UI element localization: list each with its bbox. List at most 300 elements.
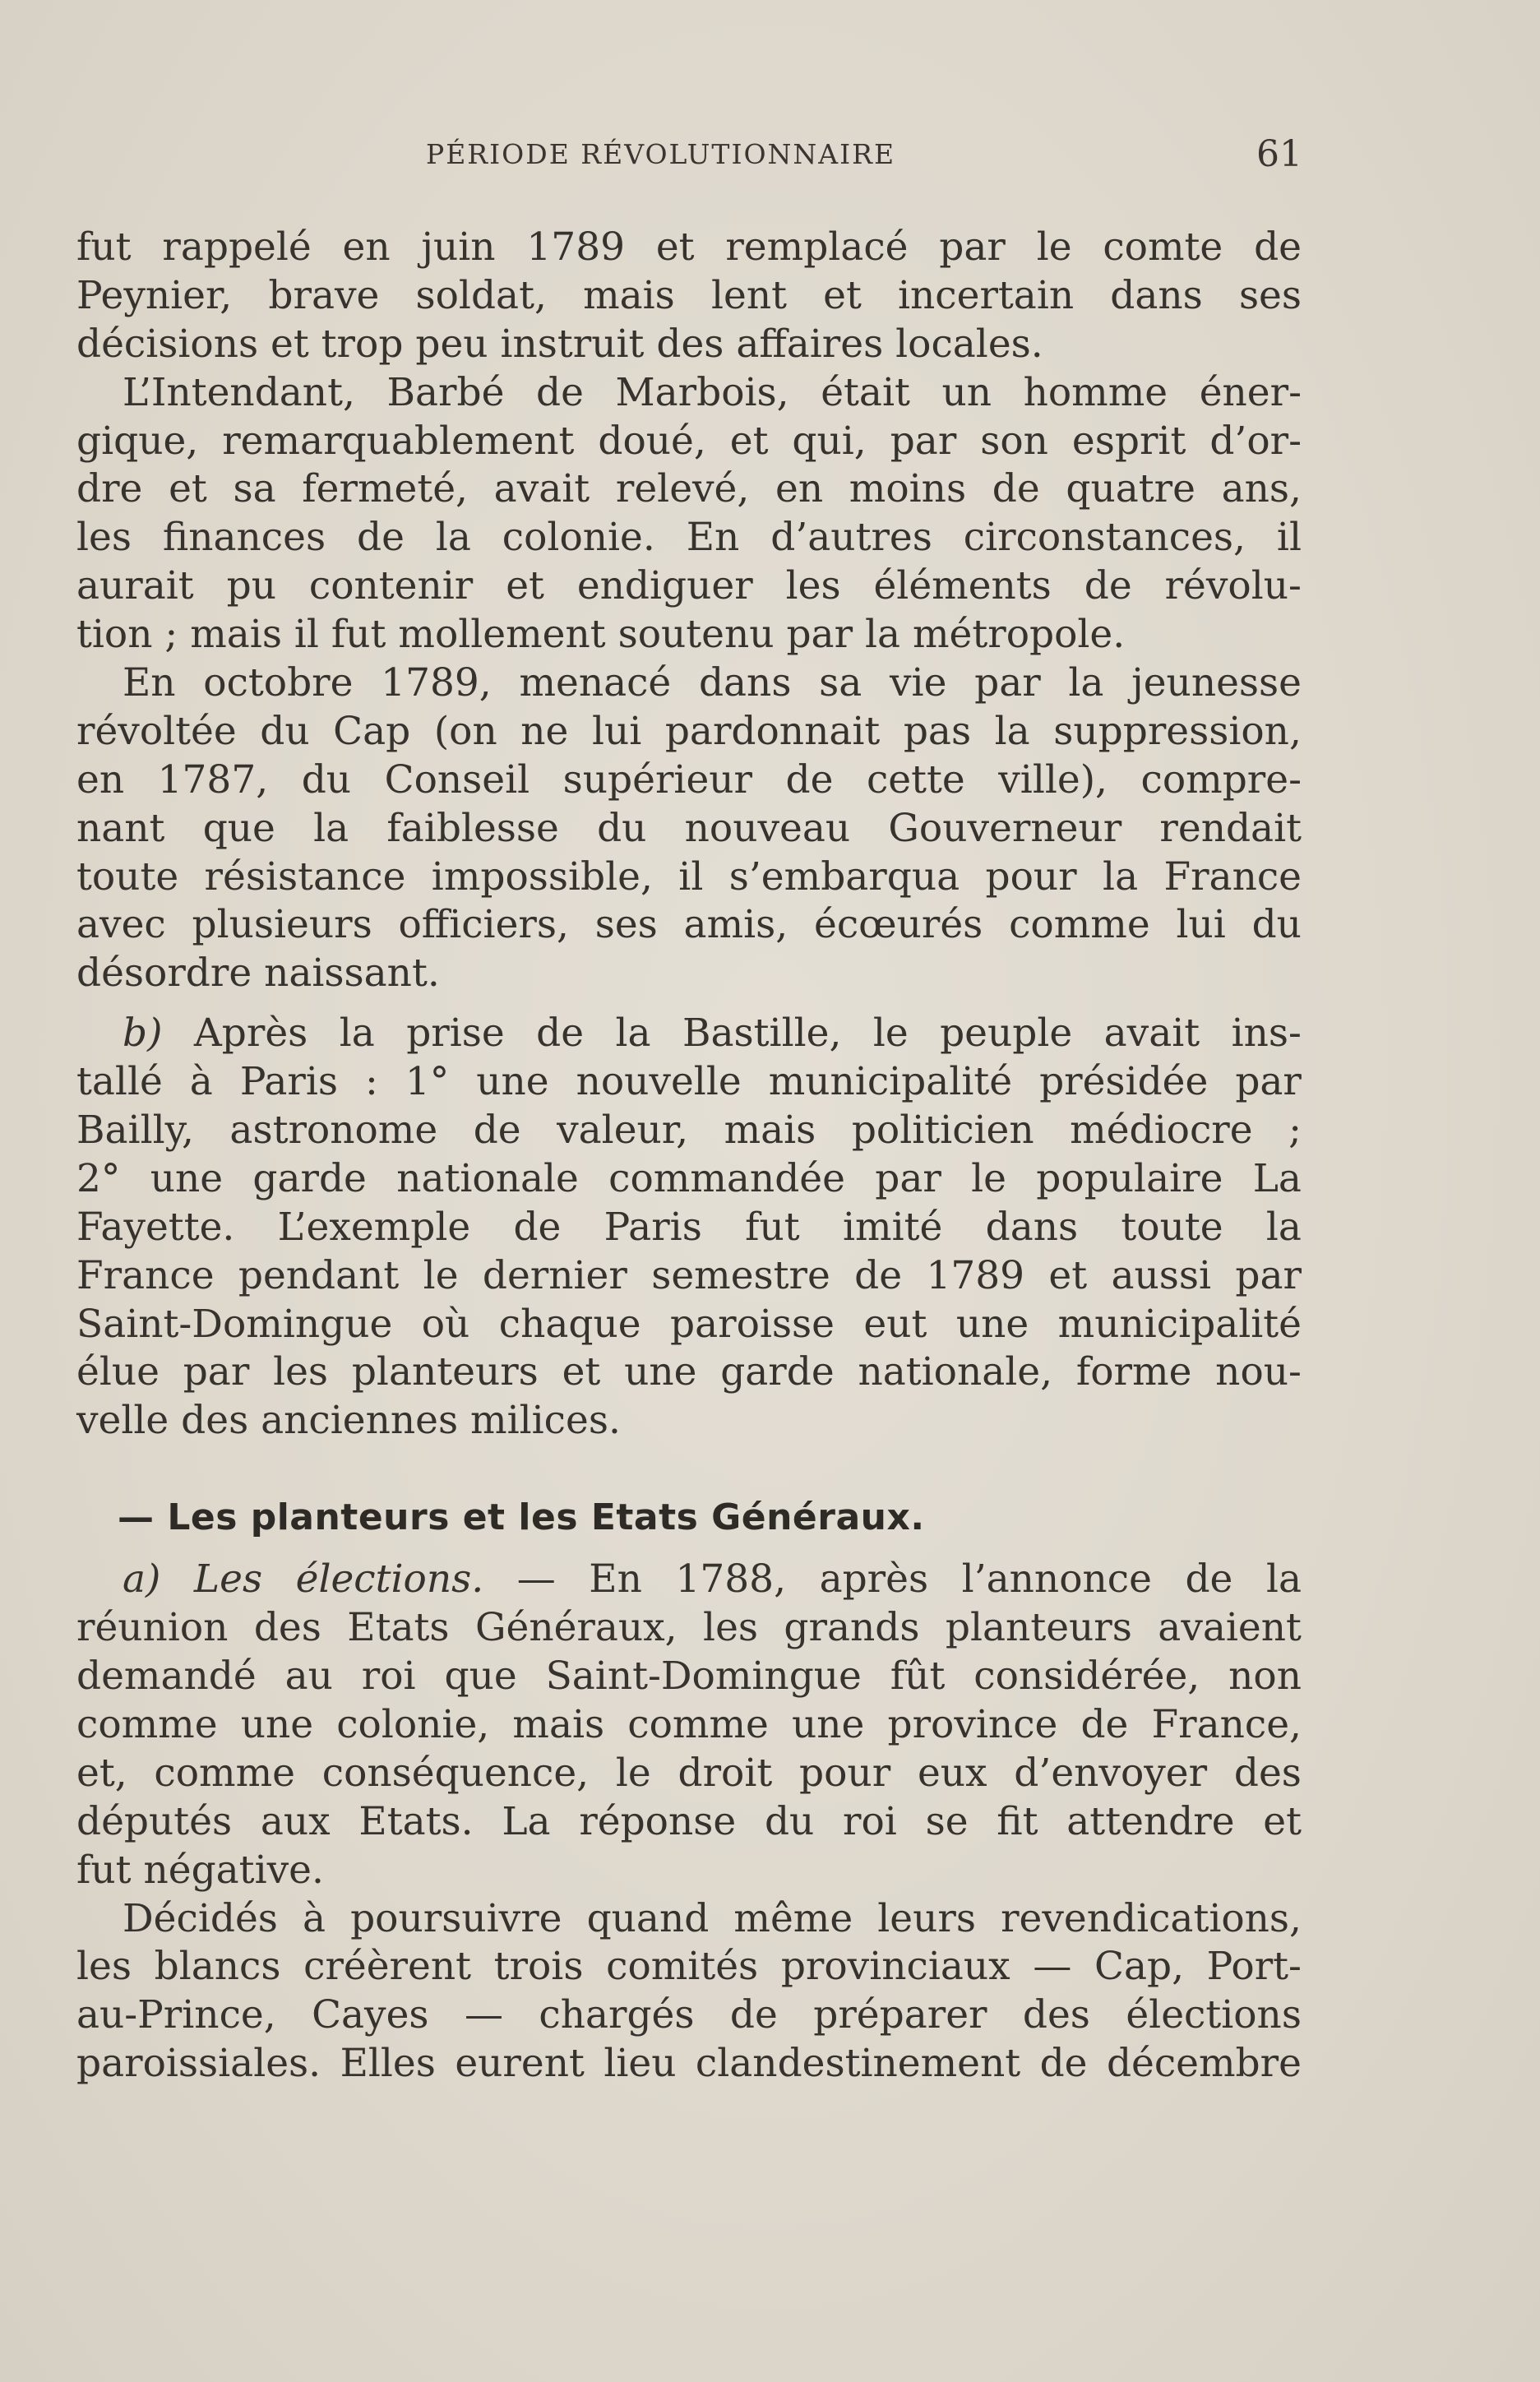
word: moins: [849, 466, 967, 512]
word: pu: [226, 563, 276, 609]
word: Saint-Domingue: [76, 1301, 393, 1347]
word: paroisse: [670, 1301, 835, 1347]
word: résistance: [204, 853, 406, 900]
word: la: [1265, 1556, 1302, 1603]
text-line: [76, 1604, 1302, 1653]
word: Etats.: [358, 1798, 474, 1844]
word: pas: [903, 708, 972, 754]
text-line: [76, 853, 1302, 902]
word: une: [791, 1701, 865, 1747]
word: un: [941, 369, 992, 415]
word: Cap,: [1094, 1944, 1185, 1990]
word: imité: [842, 1204, 943, 1250]
word: homme: [1023, 369, 1168, 415]
word: présidée: [1039, 1059, 1209, 1105]
word: décembre: [1106, 2041, 1302, 2087]
word: L’Intendant,: [123, 369, 355, 415]
word: députés: [76, 1798, 233, 1844]
word: du: [301, 756, 352, 802]
word: forme: [1075, 1349, 1192, 1395]
word: En: [589, 1556, 642, 1603]
word: quatre: [1066, 466, 1195, 512]
word: provinciaux: [780, 1944, 1010, 1990]
word: élections: [1126, 1992, 1302, 2038]
page-body: [76, 224, 1302, 2088]
word: à: [302, 1895, 326, 1941]
word: comme: [154, 1750, 295, 1796]
word: menacé: [519, 660, 672, 706]
word: non: [1228, 1654, 1302, 1700]
word: créèrent: [303, 1944, 471, 1990]
word: du: [597, 805, 647, 851]
word: France,: [1151, 1701, 1302, 1747]
word: commandée: [608, 1155, 845, 1201]
word: amis,: [683, 902, 788, 948]
word: colonie,: [336, 1701, 490, 1747]
word: chargés: [539, 1992, 695, 2038]
word: Décidés: [123, 1895, 278, 1941]
word: le: [1036, 224, 1072, 270]
word: brave: [268, 272, 380, 318]
word: préparer: [813, 1992, 987, 2038]
word: une: [624, 1349, 697, 1395]
word: soldat,: [415, 272, 547, 318]
word: conséquence,: [321, 1750, 590, 1796]
text-line: [76, 708, 1302, 756]
word: comme: [1009, 902, 1150, 948]
word: 1788,: [675, 1556, 787, 1603]
word: a): [123, 1556, 161, 1603]
word: L’exemple: [277, 1204, 471, 1250]
word: eut: [863, 1301, 927, 1347]
word: les: [76, 1944, 132, 1990]
word: la: [615, 1011, 651, 1057]
word: ne: [520, 708, 569, 754]
word: considérée,: [973, 1654, 1200, 1700]
word: de: [729, 1992, 778, 2038]
word: fut: [745, 1204, 800, 1250]
word: nouvelle: [576, 1059, 742, 1105]
word: révoltée: [76, 708, 237, 754]
text-line: [76, 1301, 1302, 1349]
word: et: [1048, 1252, 1088, 1298]
text-line: désordre naissant.: [76, 950, 440, 997]
word: fut: [76, 224, 132, 270]
word: nou-: [1215, 1349, 1302, 1395]
text-line: [76, 1798, 1302, 1847]
word: peuple: [940, 1011, 1073, 1057]
word: ses: [1238, 272, 1302, 318]
word: il: [678, 853, 704, 900]
word: Paris: [239, 1059, 338, 1105]
word: de: [513, 1204, 562, 1250]
word: se: [925, 1798, 969, 1844]
word: une: [240, 1701, 314, 1747]
word: avait: [1103, 1011, 1200, 1057]
word: garde: [720, 1349, 835, 1395]
word: suppression,: [1053, 708, 1302, 754]
word: par: [875, 1155, 941, 1201]
word: du: [1251, 902, 1302, 948]
word: roi: [361, 1654, 416, 1700]
word: l’annonce: [961, 1556, 1152, 1603]
word: au-Prince,: [76, 1992, 276, 2038]
word: avec: [76, 902, 166, 948]
word: garde: [252, 1155, 367, 1201]
word: Etats: [347, 1605, 450, 1651]
word: la: [1265, 1204, 1302, 1250]
word: officiers,: [398, 902, 569, 948]
text-line: [76, 1750, 1302, 1798]
word: par: [183, 1349, 250, 1395]
word: —: [464, 1992, 503, 2038]
word: en: [775, 466, 824, 512]
word: fit: [997, 1798, 1038, 1844]
word: de: [473, 1108, 521, 1154]
text-line: [76, 1556, 1302, 1604]
word: comités: [606, 1944, 759, 1990]
word: comme: [627, 1701, 769, 1747]
word: Les: [193, 1556, 263, 1603]
word: remplacé: [725, 224, 909, 270]
text-line: [76, 1991, 1302, 2040]
word: d’autres: [770, 515, 932, 561]
word: élue: [76, 1349, 160, 1395]
text-line: [76, 1107, 1302, 1155]
text-line: [76, 465, 1302, 514]
word: le: [423, 1252, 459, 1298]
word: Après: [193, 1011, 308, 1057]
word: du: [260, 708, 310, 754]
word: valeur,: [557, 1108, 689, 1154]
word: avait: [493, 466, 590, 512]
text-line: [76, 1252, 1302, 1301]
word: et: [729, 418, 769, 464]
section-gap: [76, 1445, 1302, 1492]
paragraph-gap: [76, 998, 1302, 1010]
word: aux: [260, 1798, 331, 1844]
word: de: [854, 1252, 903, 1298]
word: esprit: [1071, 418, 1186, 464]
word: chaque: [498, 1301, 641, 1347]
text-line: [76, 1010, 1302, 1058]
word: eurent: [455, 2041, 585, 2087]
word: fermeté,: [302, 466, 468, 512]
word: contenir: [308, 563, 474, 609]
word: b): [123, 1011, 163, 1057]
word: pour: [799, 1750, 891, 1796]
word: par: [1235, 1059, 1302, 1105]
word: astronome: [229, 1108, 438, 1154]
word: Cap: [333, 708, 411, 754]
word: pour: [985, 853, 1077, 900]
word: nationale,: [858, 1349, 1053, 1395]
word: et: [1263, 1798, 1302, 1844]
word: la: [1103, 853, 1139, 900]
text-line: tion ; mais il fut mollement soutenu par la métropole.: [76, 612, 1126, 658]
word: Peynier,: [76, 272, 233, 318]
word: rendait: [1159, 805, 1302, 851]
word: aussi: [1111, 1252, 1212, 1298]
page-header: [426, 133, 1302, 176]
word: Conseil: [384, 756, 530, 802]
word: et: [169, 466, 207, 512]
word: de: [1084, 563, 1132, 609]
word: France: [1163, 853, 1302, 900]
word: ville),: [998, 756, 1108, 802]
word: nant: [76, 805, 165, 851]
word: Marbois,: [615, 369, 789, 415]
word: :: [364, 1059, 378, 1105]
word: des: [1022, 1992, 1090, 2038]
word: Barbé: [386, 369, 505, 415]
word: municipalité: [1057, 1301, 1302, 1347]
text-line: [76, 1058, 1302, 1107]
word: tallé: [76, 1059, 163, 1105]
word: demandé: [76, 1654, 257, 1700]
word: Port-: [1206, 1944, 1302, 1990]
word: Bastille,: [682, 1011, 842, 1057]
word: toute: [76, 853, 179, 900]
running-title: PÉRIODE RÉVOLUTIONNAIRE: [426, 138, 896, 170]
word: au: [284, 1654, 333, 1700]
word: du: [764, 1798, 815, 1844]
word: paroissiales.: [76, 2041, 321, 2087]
word: Généraux,: [474, 1605, 678, 1651]
word: clandestinement: [695, 2041, 1021, 2087]
word: dans: [985, 1204, 1079, 1250]
word: le: [872, 1011, 909, 1057]
text-line: [76, 1348, 1302, 1397]
word: mais: [724, 1108, 816, 1154]
word: remarquablement: [222, 418, 575, 464]
word: roi: [843, 1798, 897, 1844]
section-heading: — Les planteurs et les Etats Généraux.: [118, 1496, 925, 1539]
word: médiocre: [1070, 1108, 1253, 1154]
word: et: [823, 272, 862, 318]
word: compre-: [1140, 756, 1302, 802]
word: pardonnait: [664, 708, 881, 754]
word: droit: [678, 1750, 773, 1796]
word: et: [506, 563, 544, 609]
word: grands: [784, 1605, 920, 1651]
word: impossible,: [431, 853, 653, 900]
word: même: [733, 1895, 853, 1941]
word: populaire: [1036, 1155, 1223, 1201]
text-line: [76, 1204, 1302, 1252]
word: réunion: [76, 1605, 229, 1651]
word: lui: [591, 708, 642, 754]
word: quand: [586, 1895, 710, 1941]
word: écœurés: [814, 902, 983, 948]
word: de: [536, 1011, 585, 1057]
word: par: [1235, 1252, 1302, 1298]
word: jeunesse: [1131, 660, 1302, 706]
text-line: [76, 562, 1302, 611]
word: sa: [819, 660, 862, 706]
word: de: [1039, 2041, 1088, 2087]
word: une: [150, 1155, 224, 1201]
word: province: [887, 1701, 1058, 1747]
word: par: [890, 418, 957, 464]
text-line: [76, 659, 1302, 708]
word: d’or-: [1209, 418, 1302, 464]
word: octobre: [203, 660, 354, 706]
word: plusieurs: [192, 902, 372, 948]
word: doué,: [598, 418, 706, 464]
word: mais: [512, 1701, 605, 1747]
word: de: [1254, 224, 1302, 270]
word: fût: [890, 1654, 946, 1700]
word: et,: [76, 1750, 127, 1796]
word: —: [1033, 1944, 1072, 1990]
word: circonstances,: [963, 515, 1246, 561]
word: comme: [76, 1701, 218, 1747]
word: nationale: [396, 1155, 579, 1201]
word: avaient: [1158, 1605, 1302, 1651]
word: après: [819, 1556, 929, 1603]
word: mais: [583, 272, 675, 318]
word: que: [444, 1654, 517, 1700]
word: dans: [1110, 272, 1203, 318]
text-line: [76, 369, 1302, 418]
word: colonie.: [502, 515, 655, 561]
word: la: [1068, 660, 1104, 706]
word: 1°: [405, 1059, 450, 1105]
word: les: [785, 563, 841, 609]
word: d’envoyer: [1014, 1750, 1208, 1796]
word: de: [992, 466, 1040, 512]
word: en: [342, 224, 391, 270]
word: 2°: [76, 1155, 121, 1201]
word: la: [339, 1011, 375, 1057]
word: En: [686, 515, 740, 561]
word: France: [76, 1252, 215, 1298]
word: La: [502, 1798, 551, 1844]
word: aurait: [76, 563, 194, 609]
word: lent: [710, 272, 787, 318]
paragraph-gap: [76, 1544, 1302, 1556]
word: prise: [406, 1011, 505, 1057]
word: (on: [433, 708, 497, 754]
word: à: [189, 1059, 213, 1105]
text-line: [76, 1701, 1302, 1750]
word: le: [615, 1750, 651, 1796]
word: rappelé: [162, 224, 312, 270]
word: lui: [1176, 902, 1226, 948]
word: vie: [890, 660, 947, 706]
word: son: [980, 418, 1048, 464]
text-line: [76, 272, 1302, 321]
word: eux: [917, 1750, 987, 1796]
word: ses: [594, 902, 658, 948]
word: et: [655, 224, 695, 270]
word: une: [955, 1301, 1029, 1347]
word: politicien: [851, 1108, 1034, 1154]
word: incertain: [898, 272, 1075, 318]
word: municipalité: [768, 1059, 1013, 1105]
text-line: [76, 901, 1302, 950]
word: qui,: [792, 418, 867, 464]
text-line: [76, 418, 1302, 466]
word: comte: [1103, 224, 1223, 270]
word: finances: [162, 515, 326, 561]
word: ans,: [1221, 466, 1302, 512]
word: planteurs: [351, 1349, 539, 1395]
text-line: [76, 514, 1302, 562]
word: nouveau: [684, 805, 851, 851]
word: il: [1276, 515, 1302, 561]
word: pendant: [238, 1252, 400, 1298]
word: une: [476, 1059, 549, 1105]
word: par: [939, 224, 1006, 270]
word: de: [356, 515, 405, 561]
word: était: [821, 369, 910, 415]
word: endiguer: [576, 563, 753, 609]
word: la: [435, 515, 471, 561]
word: trois: [493, 1944, 584, 1990]
word: revendications,: [1001, 1895, 1302, 1941]
word: par: [974, 660, 1041, 706]
word: ins-: [1231, 1011, 1302, 1057]
word: Fayette.: [76, 1204, 235, 1250]
word: Gouverneur: [888, 805, 1122, 851]
word: juin: [421, 224, 496, 270]
word: relevé,: [615, 466, 750, 512]
word: 1787,: [157, 756, 269, 802]
text-line: [76, 1895, 1302, 1944]
word: de: [1185, 1556, 1233, 1603]
word: réponse: [579, 1798, 737, 1844]
text-line: [76, 805, 1302, 853]
word: 1789: [926, 1252, 1025, 1298]
word: de: [1080, 1701, 1129, 1747]
text-line: velle des anciennes milices.: [76, 1398, 621, 1444]
text-line: [76, 2040, 1302, 2088]
word: des: [1233, 1750, 1302, 1796]
text-line: décisions et trop peu instruit des affaires locales.: [76, 321, 1043, 367]
text-line: fut négative.: [76, 1847, 324, 1893]
word: gique,: [76, 418, 199, 464]
word: ;: [1288, 1108, 1302, 1154]
word: toute: [1121, 1204, 1223, 1250]
word: éner-: [1199, 369, 1302, 415]
word: dans: [698, 660, 792, 706]
word: Paris: [604, 1204, 702, 1250]
word: faiblesse: [386, 805, 559, 851]
text-line: [76, 1943, 1302, 1991]
word: éléments: [873, 563, 1052, 609]
word: Cayes: [312, 1992, 429, 2038]
word: dre: [76, 466, 143, 512]
text-line: [76, 224, 1302, 272]
word: planteurs: [945, 1605, 1132, 1651]
word: et: [562, 1349, 601, 1395]
word: Bailly,: [76, 1108, 194, 1154]
word: les: [273, 1349, 329, 1395]
text-line: [76, 756, 1302, 805]
word: de: [536, 369, 584, 415]
word: le: [971, 1155, 1006, 1201]
word: dernier: [482, 1252, 627, 1298]
word: lieu: [604, 2041, 677, 2087]
word: —: [516, 1556, 556, 1603]
word: semestre: [651, 1252, 830, 1298]
word: élections.: [295, 1556, 484, 1603]
word: cette: [866, 756, 965, 802]
word: la: [313, 805, 349, 851]
word: Saint-Domingue: [545, 1654, 862, 1700]
